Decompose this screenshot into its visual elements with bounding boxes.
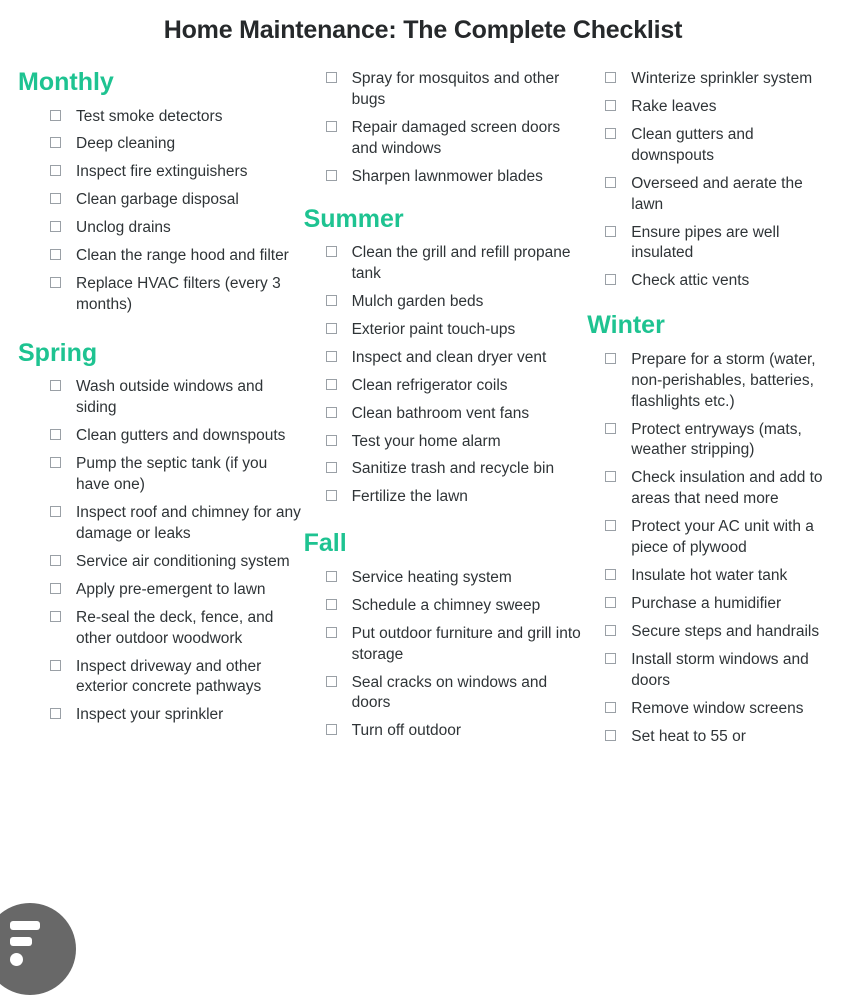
checkbox-icon[interactable] bbox=[326, 295, 337, 306]
list-item-label: Install storm windows and doors bbox=[631, 650, 809, 689]
checkbox-icon[interactable] bbox=[50, 660, 61, 671]
list-item-label: Turn off outdoor bbox=[351, 722, 462, 740]
list-item-label: Apply pre-emergent to lawn bbox=[76, 580, 266, 598]
list-item[interactable] bbox=[50, 190, 304, 211]
checkbox-icon[interactable] bbox=[605, 128, 616, 139]
list-item-label: Clean bathroom vent fans bbox=[351, 404, 530, 422]
list-item-label: Set heat to 55 or bbox=[631, 727, 746, 745]
list-item[interactable] bbox=[605, 69, 834, 90]
list-item-label: Inspect fire extinguishers bbox=[76, 163, 248, 181]
list-item-label: Check attic vents bbox=[631, 272, 750, 290]
list-item-label: Clean garbage disposal bbox=[76, 191, 239, 209]
list-item[interactable] bbox=[326, 243, 588, 285]
list-item[interactable] bbox=[326, 404, 588, 425]
list-item[interactable] bbox=[605, 622, 834, 643]
list-item[interactable] bbox=[326, 432, 588, 453]
checkbox-icon[interactable] bbox=[605, 569, 616, 580]
checklist-summer bbox=[304, 243, 588, 508]
section-spring-continued bbox=[304, 69, 588, 188]
list-item-label: Service heating system bbox=[351, 568, 512, 586]
checklist-spring-continued bbox=[304, 69, 588, 188]
checklist-fall bbox=[304, 568, 588, 742]
watermark-logo bbox=[0, 903, 76, 995]
checkbox-icon[interactable] bbox=[326, 246, 337, 257]
checkbox-icon[interactable] bbox=[326, 407, 337, 418]
list-item[interactable] bbox=[326, 487, 588, 508]
checkbox-icon[interactable] bbox=[50, 110, 61, 121]
list-item[interactable] bbox=[326, 348, 588, 369]
list-item-label: Unclog drains bbox=[76, 219, 171, 237]
list-item-label: Purchase a humidifier bbox=[631, 595, 782, 613]
checkbox-icon[interactable] bbox=[50, 429, 61, 440]
list-item-label: Mulch garden beds bbox=[351, 292, 484, 310]
list-item[interactable] bbox=[50, 657, 304, 699]
list-item[interactable] bbox=[50, 705, 304, 726]
checklist-fall-continued bbox=[587, 69, 834, 292]
list-item-label: Clean the grill and refill propane tank bbox=[351, 244, 571, 283]
list-item-label: Schedule a chimney sweep bbox=[351, 596, 541, 614]
checkbox-icon[interactable] bbox=[605, 423, 616, 434]
list-item-label: Sanitize trash and recycle bin bbox=[351, 460, 555, 478]
list-item[interactable] bbox=[326, 673, 588, 715]
list-item[interactable] bbox=[605, 420, 834, 462]
checklist-columns bbox=[0, 45, 846, 755]
checkbox-icon[interactable] bbox=[326, 627, 337, 638]
checkbox-icon[interactable] bbox=[326, 121, 337, 132]
list-item-label: Ensure pipes are well insulated bbox=[631, 223, 780, 262]
list-item-label: Spray for mosquitos and other bugs bbox=[351, 70, 560, 108]
list-item[interactable] bbox=[50, 162, 304, 183]
list-item[interactable] bbox=[50, 274, 304, 316]
checklist-monthly bbox=[18, 107, 304, 316]
checkbox-icon[interactable] bbox=[50, 457, 61, 468]
list-item[interactable] bbox=[326, 376, 588, 397]
checkbox-icon[interactable] bbox=[50, 249, 61, 260]
list-item-label: Insulate hot water tank bbox=[631, 567, 788, 585]
section-heading-spring: Spring bbox=[18, 338, 98, 367]
section-summer bbox=[304, 206, 588, 509]
checkbox-icon[interactable] bbox=[50, 380, 61, 391]
watermark-dot bbox=[10, 953, 23, 966]
list-item[interactable] bbox=[605, 594, 834, 615]
list-item[interactable] bbox=[605, 699, 834, 720]
checkbox-icon[interactable] bbox=[50, 555, 61, 566]
list-item-label: Fertilize the lawn bbox=[351, 488, 468, 506]
list-item-label: Clean gutters and downspouts bbox=[76, 427, 286, 445]
list-item-label: Rake leaves bbox=[631, 97, 717, 115]
list-item[interactable] bbox=[605, 223, 834, 265]
checkbox-icon[interactable] bbox=[605, 100, 616, 111]
list-item[interactable] bbox=[50, 503, 304, 545]
list-item-label: Re-seal the deck, fence, and other outdoor woodwork bbox=[76, 608, 274, 647]
checkbox-icon[interactable] bbox=[605, 625, 616, 636]
checkbox-icon[interactable] bbox=[326, 676, 337, 687]
list-item[interactable] bbox=[605, 174, 834, 216]
list-item[interactable] bbox=[605, 125, 834, 167]
list-item-label: Winterize sprinkler system bbox=[631, 70, 813, 87]
list-item-label: Test your home alarm bbox=[351, 432, 501, 450]
list-item[interactable] bbox=[605, 727, 834, 748]
list-item[interactable] bbox=[605, 271, 834, 292]
list-item[interactable] bbox=[50, 426, 304, 447]
list-item-label: Inspect and clean dryer vent bbox=[351, 348, 547, 366]
list-item[interactable] bbox=[326, 320, 588, 341]
section-fall-continued bbox=[587, 69, 834, 292]
checkbox-icon[interactable] bbox=[605, 597, 616, 608]
list-item[interactable] bbox=[50, 218, 304, 239]
checkbox-icon[interactable] bbox=[50, 137, 61, 148]
list-item-label: Clean the range hood and filter bbox=[76, 247, 289, 265]
list-item-label: Check insulation and add to areas that need more bbox=[631, 469, 823, 508]
section-monthly bbox=[18, 69, 304, 316]
list-item-label: Exterior paint touch-ups bbox=[351, 320, 516, 338]
list-item[interactable] bbox=[605, 468, 834, 510]
checkbox-icon[interactable] bbox=[605, 653, 616, 664]
list-item-label: Repair damaged screen doors and windows bbox=[351, 118, 561, 157]
checklist-winter bbox=[587, 350, 834, 748]
checklist-spring bbox=[18, 377, 304, 726]
list-item[interactable] bbox=[50, 134, 304, 155]
section-heading-summer: Summer bbox=[303, 204, 404, 233]
list-item-label: Replace HVAC filters (every 3 months) bbox=[76, 275, 281, 313]
column-right bbox=[587, 69, 834, 755]
list-item[interactable] bbox=[326, 568, 588, 589]
checkbox-icon[interactable] bbox=[605, 177, 616, 188]
checkbox-icon[interactable] bbox=[605, 520, 616, 531]
list-item-label: Wash outside windows and siding bbox=[76, 378, 264, 417]
list-item[interactable] bbox=[326, 69, 588, 111]
checkbox-icon[interactable] bbox=[50, 583, 61, 594]
section-heading-monthly: Monthly bbox=[18, 68, 114, 96]
checkbox-icon[interactable] bbox=[326, 724, 337, 735]
list-item-label: Seal cracks on windows and doors bbox=[351, 673, 548, 712]
checkbox-icon[interactable] bbox=[605, 226, 616, 237]
checkbox-icon[interactable] bbox=[326, 170, 337, 181]
checkbox-icon[interactable] bbox=[605, 471, 616, 482]
list-item-label: Service air conditioning system bbox=[76, 552, 290, 570]
checkbox-icon[interactable] bbox=[50, 611, 61, 622]
list-item[interactable] bbox=[50, 454, 304, 496]
list-item-label: Protect your AC unit with a piece of plywood bbox=[631, 518, 814, 557]
list-item[interactable] bbox=[605, 650, 834, 692]
checkbox-icon[interactable] bbox=[605, 274, 616, 285]
list-item-label: Prepare for a storm (water, non-perishables, batteries, flashlights etc.) bbox=[631, 350, 816, 410]
checkbox-icon[interactable] bbox=[50, 221, 61, 232]
checkbox-icon[interactable] bbox=[605, 730, 616, 741]
list-item[interactable] bbox=[605, 97, 834, 118]
list-item-label: Inspect driveway and other exterior concrete pathways bbox=[76, 657, 262, 696]
checkbox-icon[interactable] bbox=[326, 351, 337, 362]
page-title: Home Maintenance: The Complete Checklist bbox=[163, 16, 683, 44]
list-item[interactable] bbox=[50, 608, 304, 650]
list-item[interactable] bbox=[605, 517, 834, 559]
list-item[interactable] bbox=[326, 624, 588, 666]
checkbox-icon[interactable] bbox=[326, 72, 337, 83]
section-winter bbox=[587, 312, 834, 747]
watermark-bar-middle bbox=[10, 937, 32, 946]
list-item[interactable] bbox=[605, 350, 834, 413]
list-item-label: Put outdoor furniture and grill into storage bbox=[351, 624, 581, 663]
list-item[interactable] bbox=[326, 167, 588, 188]
list-item[interactable] bbox=[605, 566, 834, 587]
watermark-mark bbox=[10, 921, 50, 977]
section-fall bbox=[304, 530, 588, 742]
checkbox-icon[interactable] bbox=[50, 193, 61, 204]
column-middle bbox=[304, 69, 588, 749]
list-item[interactable] bbox=[50, 377, 304, 419]
checkbox-icon[interactable] bbox=[326, 323, 337, 334]
checkbox-icon[interactable] bbox=[605, 353, 616, 364]
list-item[interactable] bbox=[50, 246, 304, 267]
list-item[interactable] bbox=[326, 721, 588, 742]
section-spring bbox=[18, 340, 304, 726]
list-item-label: Test smoke detectors bbox=[76, 107, 223, 125]
checkbox-icon[interactable] bbox=[326, 490, 337, 501]
list-item-label: Pump the septic tank (if you have one) bbox=[76, 455, 268, 494]
checkbox-icon[interactable] bbox=[326, 435, 337, 446]
list-item[interactable] bbox=[326, 118, 588, 160]
checkbox-icon[interactable] bbox=[605, 702, 616, 713]
list-item[interactable] bbox=[50, 552, 304, 573]
list-item-label: Inspect roof and chimney for any damage or leaks bbox=[76, 503, 301, 542]
section-heading-winter: Winter bbox=[587, 311, 665, 340]
watermark-bar-top bbox=[10, 921, 40, 930]
checkbox-icon[interactable] bbox=[326, 379, 337, 390]
list-item-label: Inspect your sprinkler bbox=[76, 706, 224, 724]
section-heading-fall: Fall bbox=[303, 529, 347, 558]
list-item[interactable] bbox=[50, 107, 304, 128]
list-item[interactable] bbox=[326, 292, 588, 313]
list-item-label: Secure steps and handrails bbox=[631, 622, 820, 640]
list-item[interactable] bbox=[326, 459, 588, 480]
list-item-label: Sharpen lawnmower blades bbox=[351, 167, 543, 185]
checkbox-icon[interactable] bbox=[326, 599, 337, 610]
checkbox-icon[interactable] bbox=[605, 72, 616, 83]
checkbox-icon[interactable] bbox=[326, 571, 337, 582]
list-item-label: Protect entryways (mats, weather stripping) bbox=[631, 420, 802, 459]
list-item-label: Clean gutters and downspouts bbox=[631, 125, 754, 164]
list-item[interactable] bbox=[326, 596, 588, 617]
list-item-label: Clean refrigerator coils bbox=[351, 376, 508, 394]
checkbox-icon[interactable] bbox=[50, 277, 61, 288]
list-item-label: Remove window screens bbox=[631, 699, 804, 717]
checkbox-icon[interactable] bbox=[50, 165, 61, 176]
checkbox-icon[interactable] bbox=[326, 462, 337, 473]
list-item-label: Deep cleaning bbox=[76, 135, 176, 153]
column-left bbox=[12, 69, 304, 733]
checkbox-icon[interactable] bbox=[50, 506, 61, 517]
list-item[interactable] bbox=[50, 580, 304, 601]
checkbox-icon[interactable] bbox=[50, 708, 61, 719]
list-item-label: Overseed and aerate the lawn bbox=[631, 174, 803, 213]
